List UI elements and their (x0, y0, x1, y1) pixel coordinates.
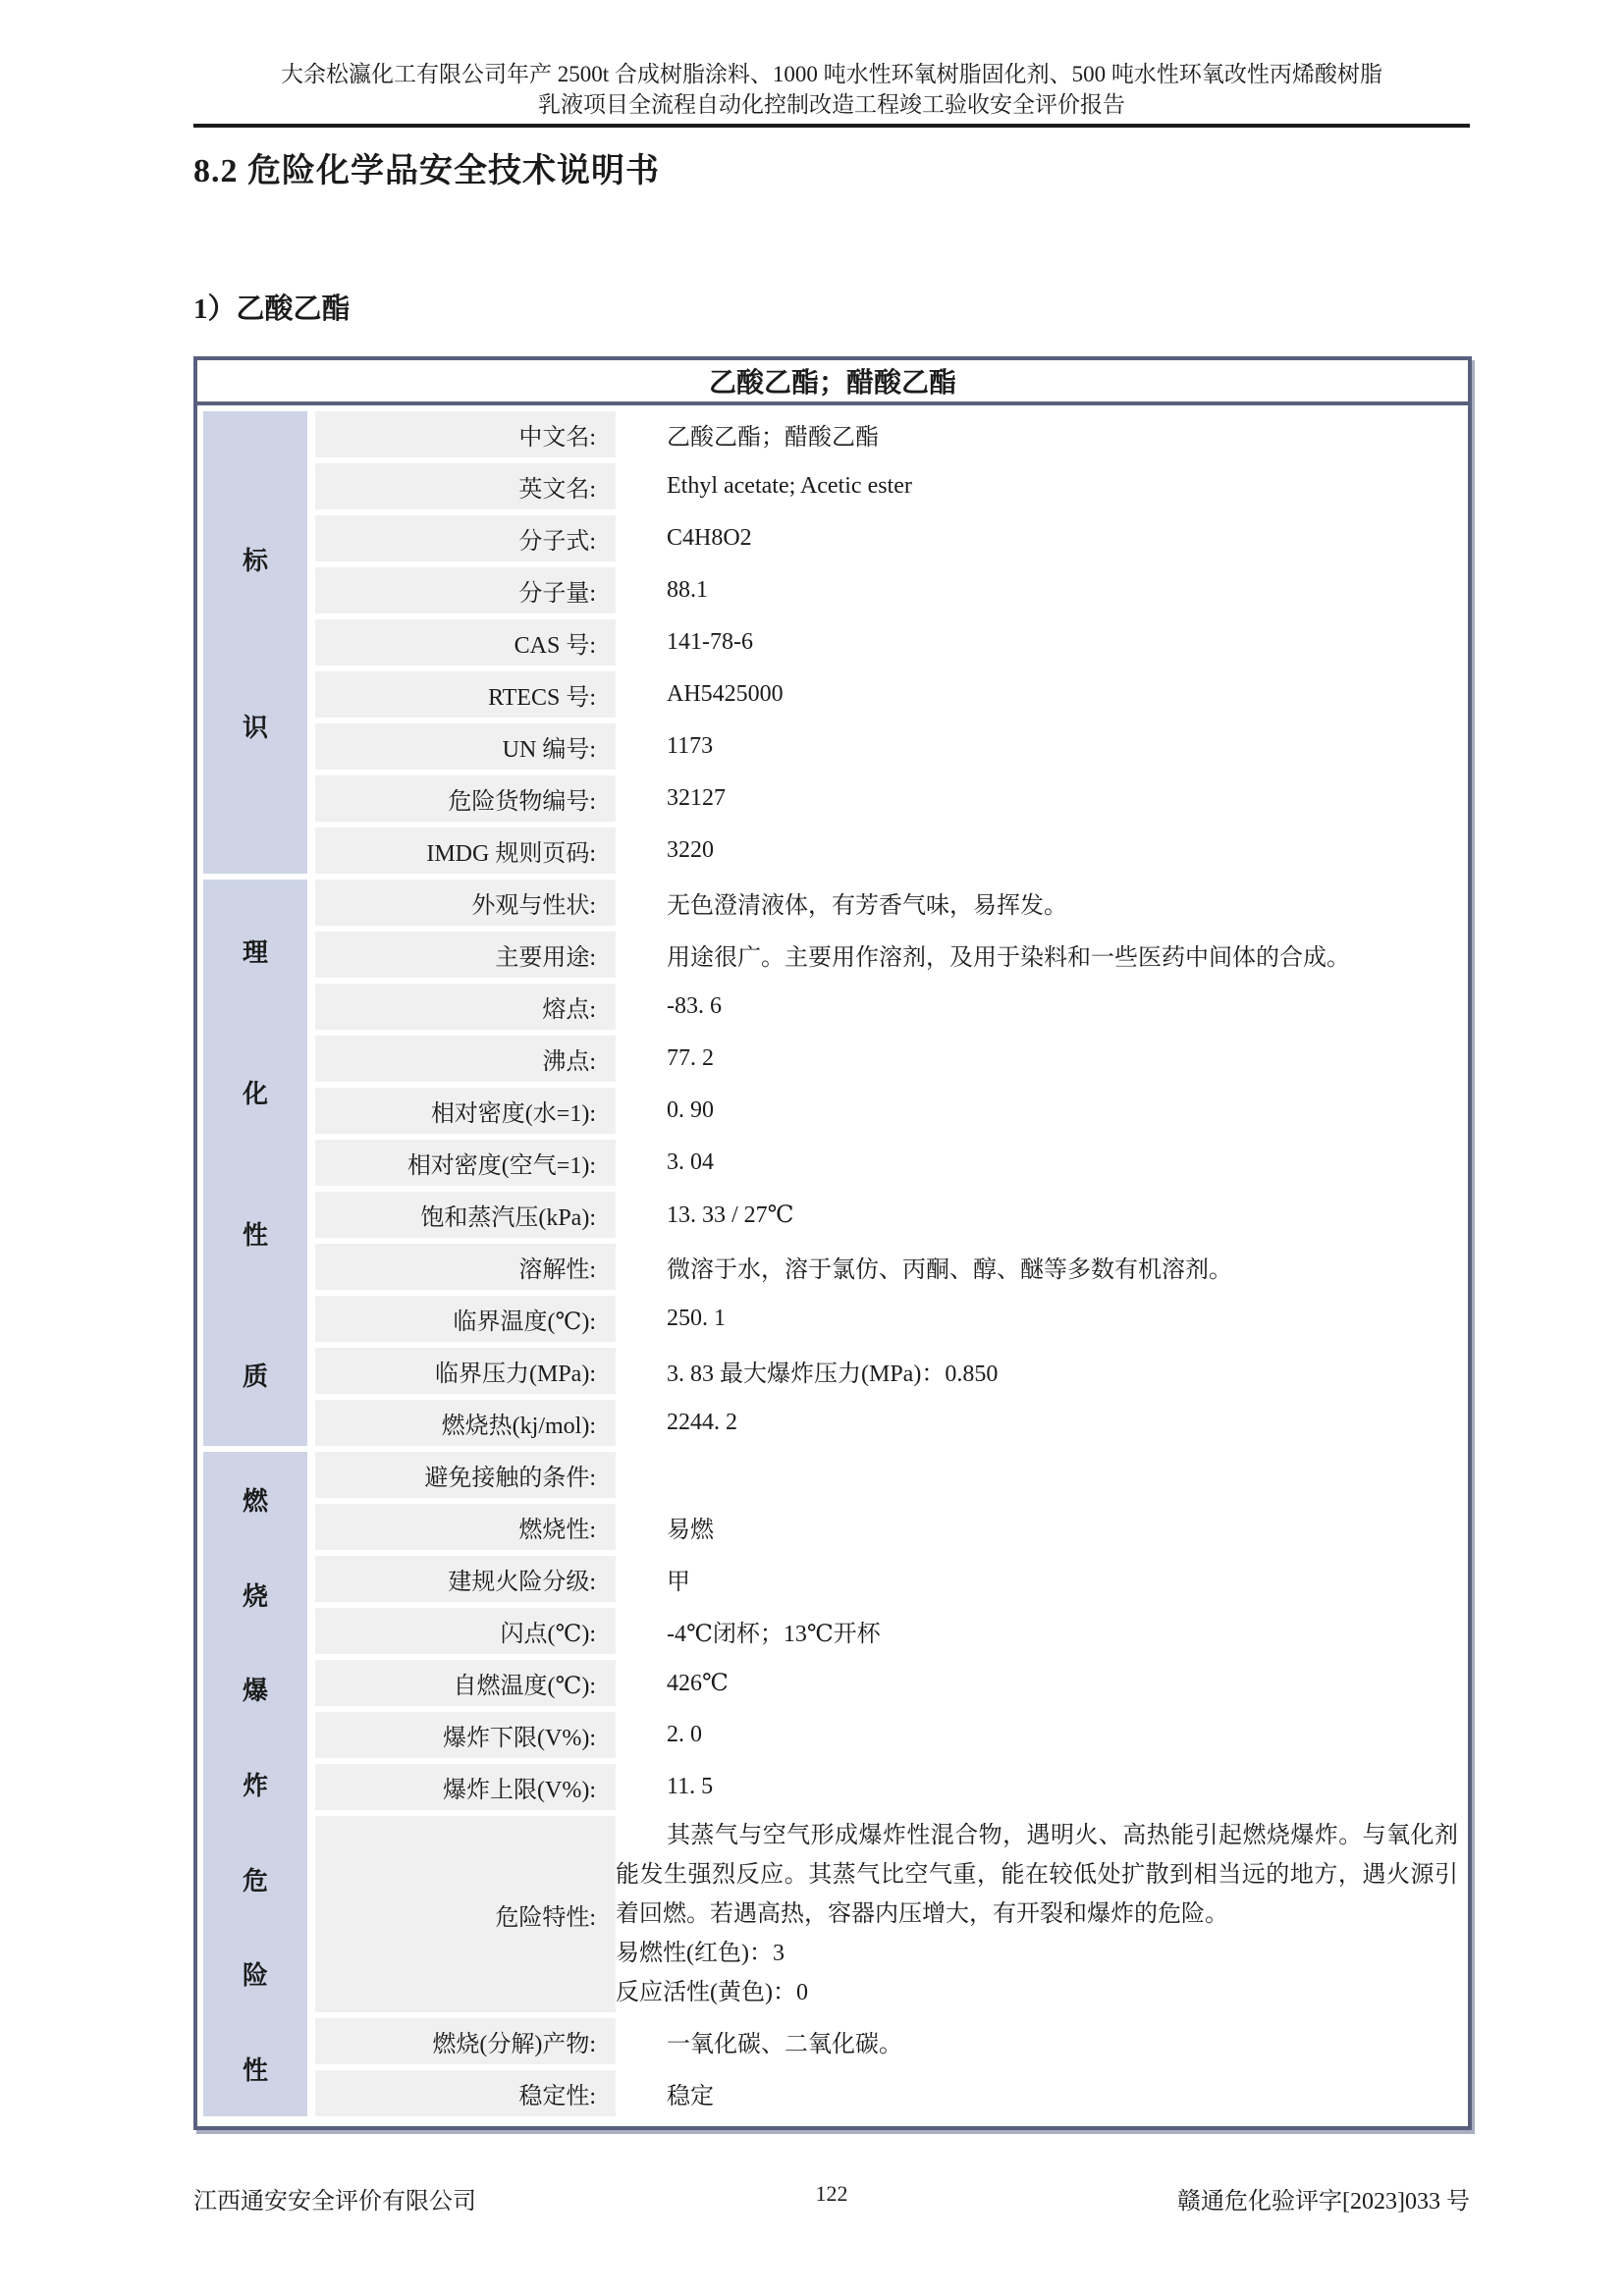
category-char: 爆 (242, 1677, 268, 1706)
table-row (315, 1400, 1462, 1446)
hazard-rating-line: 反应活性(黄色)：0 (616, 1980, 808, 2005)
table-row (315, 723, 1462, 770)
category-cell-identification (203, 411, 307, 874)
report-header-line2: 乳液项目全流程自动化控制改造工程竣工验收安全评价报告 (538, 92, 1125, 117)
footer-company: 江西通安安全评价有限公司 (193, 2189, 476, 2215)
field-label: RTECS 号: (315, 671, 616, 718)
field-value: -83. 6 (667, 993, 722, 1019)
table-row (315, 1348, 1462, 1394)
category-char: 烧 (242, 1581, 268, 1611)
table-row (315, 1504, 1462, 1550)
section-title: 8.2 危险化学品安全技术说明书 (193, 153, 660, 189)
field-value: 77. 2 (667, 1045, 714, 1071)
field-value: 3. 83 最大爆炸压力(MPa)：0.850 (667, 1362, 999, 1387)
field-label: 相对密度(空气=1): (315, 1140, 616, 1186)
table-row (315, 775, 1462, 822)
field-value: 一氧化碳、二氧化碳。 (667, 2032, 902, 2057)
field-label: 中文名: (315, 411, 616, 457)
table-section-identification (203, 411, 1462, 874)
category-char: 理 (242, 937, 268, 967)
table-row (315, 1088, 1462, 1134)
field-value: 2. 0 (667, 1722, 702, 1747)
field-value: AH5425000 (667, 681, 784, 707)
field-label: IMDG 规则页码: (315, 828, 616, 874)
table-row (315, 1660, 1462, 1706)
category-char: 险 (242, 1961, 268, 1991)
hazard-rating-line: 易燃性(红色)：3 (616, 1941, 785, 1966)
field-value: Ethyl acetate; Acetic ester (667, 473, 912, 499)
msds-table (193, 356, 1472, 2130)
category-char: 标 (242, 547, 268, 576)
field-label: 避免接触的条件: (315, 1452, 616, 1498)
table-row (315, 1816, 1462, 2012)
field-value: 141-78-6 (667, 629, 753, 655)
field-label: UN 编号: (315, 723, 616, 770)
footer-doc-number: 赣通危化验评字[2023]033 号 (1177, 2189, 1470, 2215)
table-row (315, 1764, 1462, 1810)
field-label: 熔点: (315, 984, 616, 1030)
report-header-line1: 大余松瀛化工有限公司年产 2500t 合成树脂涂料、1000 吨水性环氧树脂固化剂、500 吨水性环氧改性丙烯酸树脂 (281, 62, 1382, 86)
field-value: 甲 (667, 1570, 690, 1595)
field-label: 危险货物编号: (315, 775, 616, 822)
table-row (315, 2070, 1462, 2116)
table-row (315, 671, 1462, 718)
field-value: 3. 04 (667, 1149, 714, 1175)
field-value: 32127 (667, 785, 726, 811)
field-label: 临界压力(MPa): (315, 1348, 616, 1394)
field-label: 外观与性状: (315, 880, 616, 926)
table-row (315, 619, 1462, 666)
field-label: 危险特性: (315, 1816, 616, 2012)
rows-column (315, 880, 1462, 1446)
table-row (315, 1556, 1462, 1602)
header-divider (193, 124, 1470, 128)
field-label: 英文名: (315, 463, 616, 509)
field-label: 爆炸上限(V%): (315, 1764, 616, 1810)
table-row (315, 932, 1462, 978)
table-row (315, 1140, 1462, 1186)
field-label: 燃烧(分解)产物: (315, 2018, 616, 2064)
field-label: 燃烧热(kj/mol): (315, 1400, 616, 1446)
table-row (315, 1036, 1462, 1082)
field-value: 3220 (667, 837, 714, 863)
field-value: 250. 1 (667, 1306, 726, 1331)
field-label: 溶解性: (315, 1244, 616, 1290)
field-label: 沸点: (315, 1036, 616, 1082)
field-value: 88.1 (667, 577, 708, 603)
field-label: 自燃温度(℃): (315, 1660, 616, 1706)
field-label: 主要用途: (315, 932, 616, 978)
table-row (315, 2018, 1462, 2064)
table-section-physical-chemical (203, 880, 1462, 1446)
table-title: 乙酸乙酯；醋酸乙酯 (197, 360, 1468, 405)
category-cell-fire-explosion (203, 1452, 307, 2116)
field-value: -4℃闭杯；13℃开杯 (667, 1622, 881, 1647)
field-label: 相对密度(水=1): (315, 1088, 616, 1134)
rows-column (315, 1452, 1462, 2116)
table-row (315, 828, 1462, 874)
category-char: 化 (242, 1079, 268, 1108)
field-value: 易燃 (667, 1518, 714, 1543)
report-header (193, 59, 1470, 120)
field-value: 426℃ (667, 1671, 729, 1696)
field-label: 临界温度(℃): (315, 1296, 616, 1342)
field-label: 建规火险分级: (315, 1556, 616, 1602)
category-char: 炸 (242, 1771, 268, 1800)
field-value: 13. 33 / 27℃ (667, 1202, 794, 1228)
field-value: 0. 90 (667, 1097, 714, 1123)
field-label: 燃烧性: (315, 1504, 616, 1550)
field-value: 11. 5 (667, 1774, 714, 1799)
footer-page-number: 122 (815, 2181, 848, 2206)
table-row (315, 411, 1462, 457)
table-row (315, 984, 1462, 1030)
field-value: 稳定 (667, 2084, 714, 2109)
field-label: CAS 号: (315, 619, 616, 666)
field-label: 爆炸下限(V%): (315, 1712, 616, 1758)
hazard-paragraph: 其蒸气与空气形成爆炸性混合物，遇明火、高热能引起燃烧爆炸。与氧化剂能发生强烈反应。其蒸气比空气重，能在较低处扩散到相当远的地方，遇火源引着回燃。若遇高热，容器内压增大，有开裂和爆炸的危险。 (616, 1823, 1458, 1927)
category-char: 性 (242, 1221, 268, 1251)
field-value: 用途很广。主要用作溶剂，及用于染料和一些医药中间体的合成。 (667, 945, 1350, 971)
category-cell-physical-chemical (203, 880, 307, 1446)
field-value: 微溶于水，溶于氯仿、丙酮、醇、醚等多数有机溶剂。 (667, 1257, 1232, 1283)
field-value: 无色澄清液体，有芳香气味，易挥发。 (667, 893, 1067, 919)
table-row (315, 1452, 1462, 1498)
field-label: 稳定性: (315, 2070, 616, 2116)
field-value: 2244. 2 (667, 1410, 737, 1435)
category-char: 性 (242, 2056, 268, 2086)
field-label: 闪点(℃): (315, 1608, 616, 1654)
table-row (315, 1296, 1462, 1342)
field-value: 1173 (667, 733, 714, 759)
table-body (197, 405, 1468, 2126)
field-label: 饱和蒸汽压(kPa): (315, 1192, 616, 1238)
subsection-title: 1）乙酸乙酯 (193, 294, 351, 325)
table-row (315, 880, 1462, 926)
table-row (315, 1608, 1462, 1654)
field-label: 分子式: (315, 515, 616, 561)
table-section-fire-explosion (203, 1452, 1462, 2116)
category-char: 危 (242, 1866, 268, 1896)
table-row (315, 515, 1462, 561)
field-value (616, 1452, 1462, 1498)
rows-column (315, 411, 1462, 874)
category-char: 质 (242, 1362, 268, 1392)
table-row (315, 463, 1462, 509)
table-row (315, 1712, 1462, 1758)
table-row (315, 1192, 1462, 1238)
field-value (616, 1816, 1462, 2012)
category-char: 燃 (242, 1486, 268, 1516)
field-label: 分子量: (315, 567, 616, 614)
table-row (315, 1244, 1462, 1290)
category-char: 识 (242, 713, 268, 742)
field-value: C4H8O2 (667, 525, 752, 551)
table-row (315, 567, 1462, 614)
field-value: 乙酸乙酯；醋酸乙酯 (667, 425, 879, 451)
